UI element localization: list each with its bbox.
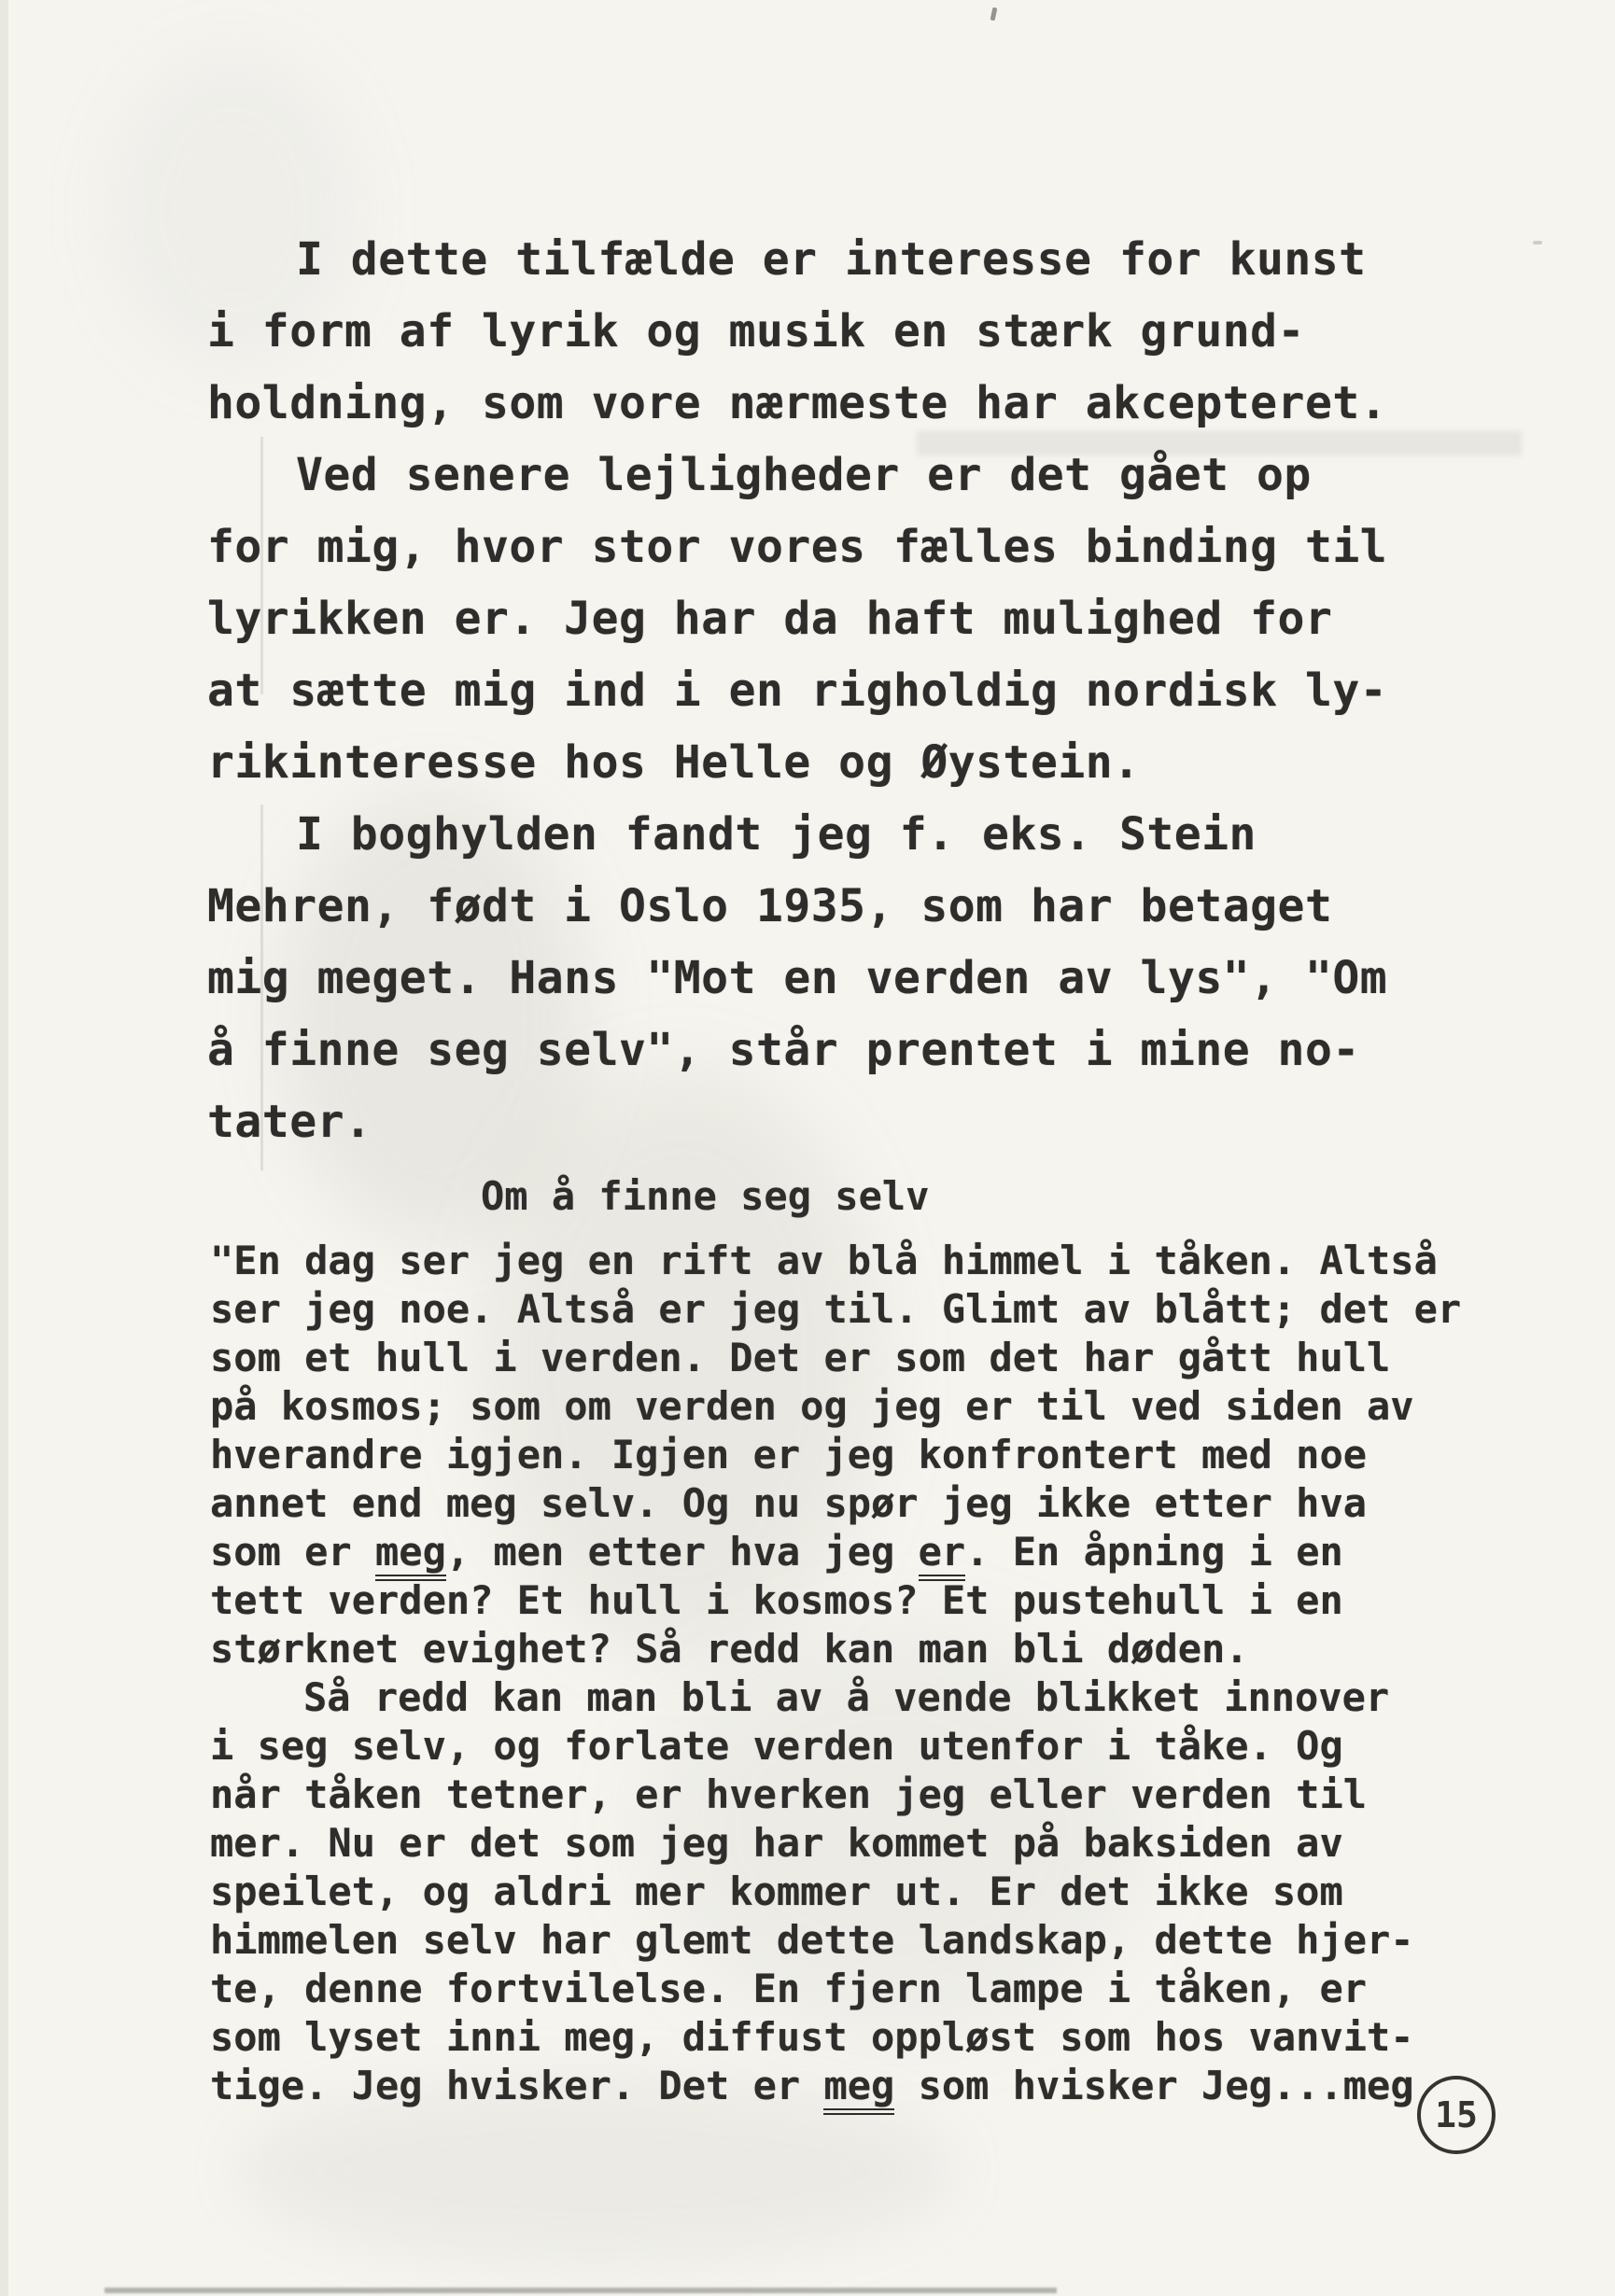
text-segment: mig meget. Hans "Mot en verden av lys", "Om (207, 952, 1388, 1004)
paragraph (207, 440, 1387, 799)
scan-bottom-edge-shadow (105, 2288, 1057, 2293)
poem-quote (210, 1237, 1461, 2110)
underlined-word: er (919, 1529, 966, 1581)
text-line (210, 1431, 1461, 1479)
text-segment: tater. (207, 1096, 372, 1148)
text-line (207, 655, 1387, 727)
paragraph (207, 224, 1387, 440)
text-segment: mer. Nu er det som jeg har kommet på baksiden av (210, 1820, 1343, 1866)
text-segment: på kosmos; som om verden og jeg er til ved siden av (210, 1383, 1414, 1429)
page-number-circle (1417, 2076, 1496, 2154)
text-line (207, 224, 1387, 296)
underlined-word: meg (375, 1529, 446, 1581)
text-line (210, 1528, 1461, 1576)
text-line (207, 583, 1387, 655)
body-text (207, 224, 1387, 1158)
text-line (210, 1965, 1461, 2013)
text-segment: "En dag ser jeg en rift av blå himmel i tåken. Altså (210, 1238, 1438, 1283)
text-segment: . En åpning i en (965, 1529, 1343, 1575)
text-segment: at sætte mig ind i en righoldig nordisk ly- (207, 665, 1388, 717)
paragraph (207, 799, 1387, 1158)
text-line (210, 1382, 1461, 1431)
text-line (207, 511, 1387, 583)
text-segment: som hvisker Jeg...meg (894, 2063, 1414, 2108)
poem-stanza (210, 1673, 1461, 2110)
text-line (210, 1771, 1461, 1819)
text-line (207, 1086, 1387, 1158)
poem-title: Om å finne seg selv (481, 1173, 930, 1219)
text-line (210, 2062, 1461, 2110)
text-line (210, 1576, 1461, 1625)
text-segment: speilet, og aldri mer kommer ut. Er det ikke som (210, 1869, 1343, 1914)
text-segment: holdning, som vore nærmeste har akcepteret. (207, 377, 1388, 429)
text-line (210, 1285, 1461, 1334)
text-line (210, 1479, 1461, 1528)
text-line (207, 943, 1387, 1015)
text-segment: i form af lyrik og musik en stærk grund- (207, 305, 1305, 357)
scan-speck (990, 7, 998, 21)
text-segment: Så redd kan man bli av å vende blikket innover (303, 1674, 1390, 1720)
text-segment: tige. Jeg hvisker. Det er (210, 2063, 824, 2108)
text-line (210, 1916, 1461, 1965)
underlined-word: meg (823, 2063, 894, 2115)
text-segment: hverandre igjen. Igjen er jeg konfrontert med noe (210, 1432, 1368, 1477)
text-segment: for mig, hvor stor vores fælles binding til (207, 521, 1388, 573)
text-segment: annet end meg selv. Og nu spør jeg ikke etter hva (210, 1480, 1368, 1526)
text-line (207, 368, 1387, 440)
text-line (210, 1625, 1461, 1673)
scan-speck (1533, 241, 1542, 245)
text-segment: som er (210, 1529, 376, 1575)
text-line (207, 871, 1387, 943)
text-segment: Mehren, født i Oslo 1935, som har betaget (207, 880, 1333, 932)
text-line (210, 1673, 1461, 1722)
text-segment: I boghylden fandt jeg f. eks. Stein (296, 808, 1257, 861)
text-line (207, 440, 1387, 511)
text-line (207, 727, 1387, 799)
text-line (210, 1868, 1461, 1916)
text-segment: ser jeg noe. Altså er jeg til. Glimt av blått; det er (210, 1286, 1462, 1332)
text-segment: når tåken tetner, er hverken jeg eller verden til (210, 1771, 1368, 1817)
scan-left-edge (0, 0, 8, 2296)
text-segment: tett verden? Et hull i kosmos? Et pustehull i en (210, 1577, 1343, 1623)
text-line (210, 1334, 1461, 1382)
text-line (207, 1015, 1387, 1086)
text-line (210, 2013, 1461, 2062)
text-segment: å finne seg selv", står prentet i mine no- (207, 1024, 1360, 1076)
text-segment: Ved senere lejligheder er det gået op (296, 449, 1312, 501)
text-line (207, 296, 1387, 368)
page-number: 15 (1435, 2094, 1478, 2135)
text-segment: i seg selv, og forlate verden utenfor i tåke. Og (210, 1723, 1343, 1769)
text-segment: , men etter hva jeg (445, 1529, 919, 1575)
text-line (207, 799, 1387, 871)
text-segment: lyrikken er. Jeg har da haft mulighed for (207, 593, 1333, 645)
text-segment: størknet evighet? Så redd kan man bli døden. (210, 1626, 1249, 1672)
text-line (210, 1819, 1461, 1868)
text-segment: te, denne fortvilelse. En fjern lampe i tåken, er (210, 1966, 1368, 2011)
text-segment: som et hull i verden. Det er som det har gått hull (210, 1335, 1391, 1380)
text-line (210, 1722, 1461, 1771)
poem-stanza (210, 1237, 1461, 1673)
text-segment: I dette tilfælde er interesse for kunst (296, 233, 1367, 286)
text-segment: himmelen selv har glemt dette landskap, dette hjer- (210, 1917, 1414, 1963)
text-segment: rikinteresse hos Helle og Øystein. (207, 736, 1141, 789)
text-segment: som lyset inni meg, diffust oppløst som hos vanvit- (210, 2014, 1414, 2060)
text-line (210, 1237, 1461, 1285)
